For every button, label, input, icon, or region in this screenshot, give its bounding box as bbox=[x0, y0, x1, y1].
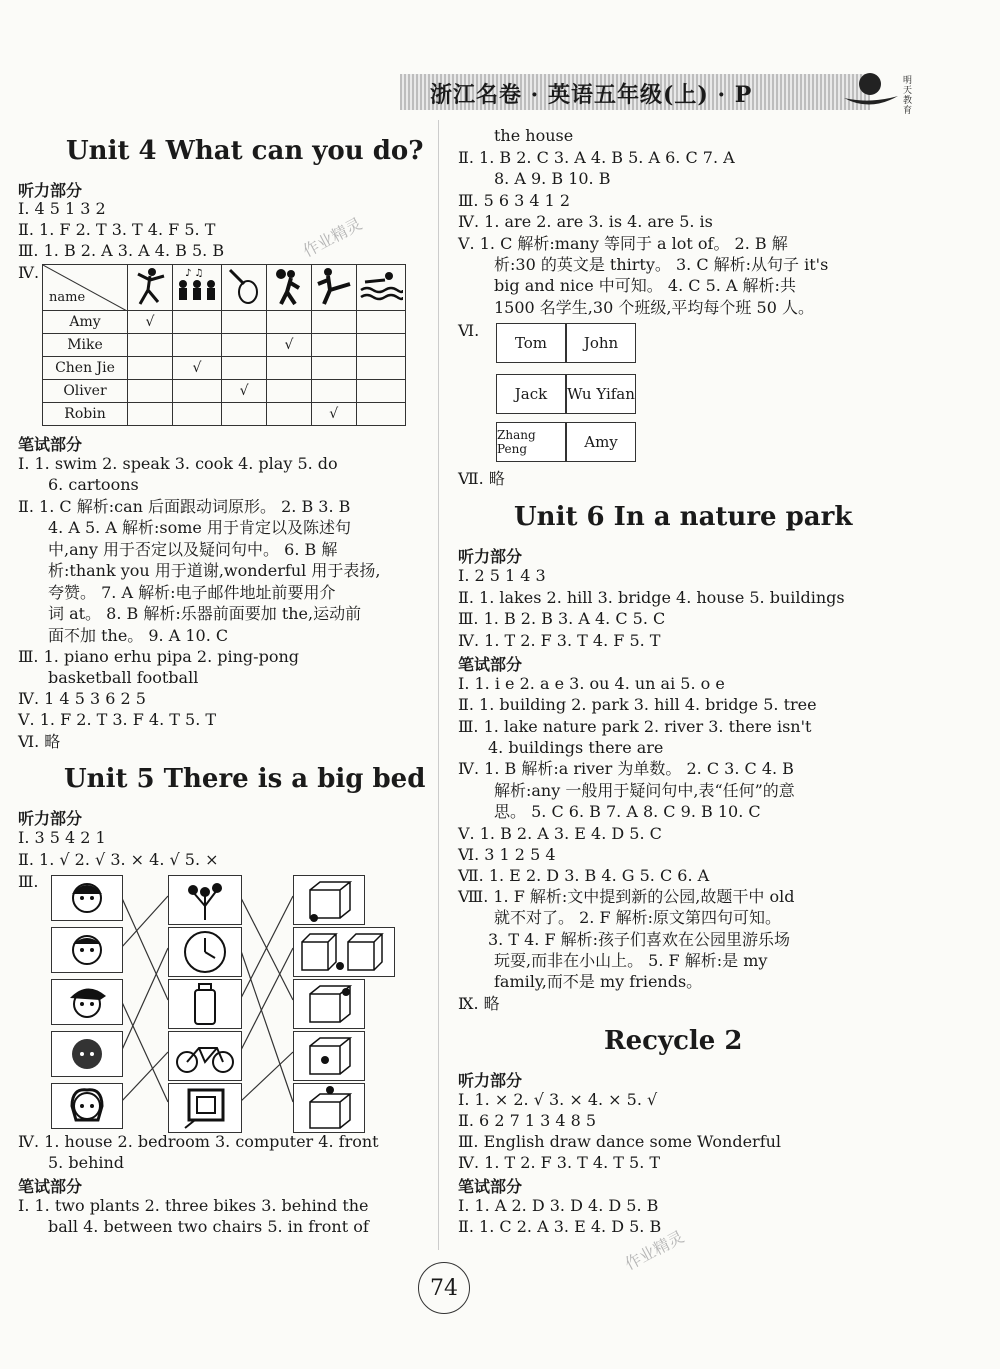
answer-line: 析:30 的英文是 thirty。 3. C 解析:从句子 it's bbox=[494, 255, 829, 274]
unit4-writing-line: 中,any 用于否定以及疑问句中。 6. B 解 bbox=[48, 540, 338, 559]
swimming-icon bbox=[356, 265, 405, 311]
recycle2-listening-label: 听力部分 bbox=[458, 1071, 523, 1090]
answer-line: Ⅱ. 1. B 2. C 3. A 4. B 5. A 6. C 7. A bbox=[458, 148, 735, 167]
table-name-cell: Robin bbox=[43, 403, 128, 426]
page-header bbox=[400, 68, 960, 116]
two-boxes-icon bbox=[293, 927, 395, 977]
table-cell: √ bbox=[222, 380, 267, 403]
watermark: 作业精灵 bbox=[621, 1226, 688, 1274]
table-cell bbox=[128, 357, 173, 380]
answer-line: big and nice 中可知。 4. C 5. A 解析:共 bbox=[494, 276, 796, 295]
singers-icon bbox=[172, 265, 221, 311]
table-row bbox=[43, 334, 406, 357]
table-cell bbox=[266, 357, 311, 380]
table-cell bbox=[311, 380, 356, 403]
name-box: Wu Yifan bbox=[566, 374, 636, 414]
unit6-writing-line: 思。 5. C 6. B 7. A 8. C 9. B 10. C bbox=[494, 802, 761, 821]
kungfu-icon bbox=[311, 265, 356, 311]
table-header-row bbox=[43, 265, 406, 311]
unit4-listening-label: 听力部分 bbox=[18, 181, 83, 200]
unit5-listening-line: Ⅱ. 1. √ 2. √ 3. × 4. √ 5. × bbox=[18, 850, 219, 869]
unit6-writing-line: 玩耍,而非在小山上。 5. F 解析:是 my bbox=[494, 951, 768, 970]
unit6-writing-line: Ⅳ. 1. B 解析:a river 为单数。 2. C 3. C 4. B bbox=[458, 759, 794, 778]
recycle2-writing-label: 笔试部分 bbox=[458, 1177, 523, 1196]
unit4-writing-line: 析:thank you 用于道谢,wonderful 用于表扬, bbox=[48, 561, 381, 580]
table-corner-cell bbox=[43, 265, 128, 311]
table-cell bbox=[266, 311, 311, 334]
unit6-writing-line: Ⅷ. 1. F 解析:文中提到新的公园,故题干中 old bbox=[458, 887, 795, 906]
publisher-logo-icon bbox=[840, 68, 900, 112]
flowers-icon bbox=[168, 875, 242, 925]
table-cell bbox=[172, 311, 221, 334]
page-number: 74 bbox=[418, 1262, 470, 1314]
table-cell bbox=[128, 403, 173, 426]
table-cell bbox=[172, 380, 221, 403]
table-name-cell: Chen Jie bbox=[43, 357, 128, 380]
recycle2-listening-line: Ⅳ. 1. T 2. F 3. T 4. T 5. T bbox=[458, 1153, 661, 1172]
table-cell bbox=[222, 334, 267, 357]
name-box: Zhang Peng bbox=[496, 422, 566, 462]
unit6-writing-line: 3. T 4. F 解析:孩子们喜欢在公园里游乐场 bbox=[488, 930, 791, 949]
table-row bbox=[43, 357, 406, 380]
girl-face-icon bbox=[51, 1083, 123, 1129]
unit6-title: Unit 6 In a nature park bbox=[514, 502, 853, 532]
name-box: Tom bbox=[496, 323, 566, 363]
header-title: 浙江名卷 · 英语五年级(上) · P bbox=[430, 82, 753, 108]
table-cell bbox=[266, 403, 311, 426]
table-cell bbox=[222, 357, 267, 380]
unit6-listening-line: Ⅳ. 1. T 2. F 3. T 4. F 5. T bbox=[458, 631, 661, 650]
unit4-writing-line: 词 at。 8. B 解析:乐器前面要加 the,运动前 bbox=[48, 604, 362, 623]
table-cell bbox=[128, 334, 173, 357]
recycle2-writing-line: Ⅱ. 1. C 2. A 3. E 4. D 5. B bbox=[458, 1217, 662, 1236]
bike-icon bbox=[168, 1031, 242, 1081]
unit4-listening-line: Ⅱ. 1. F 2. T 3. T 4. F 5. T bbox=[18, 220, 216, 239]
table-cell: √ bbox=[266, 334, 311, 357]
unit4-writing-line: 4. A 5. A 解析:some 用于肯定以及陈述句 bbox=[48, 518, 351, 537]
recycle2-listening-line: Ⅲ. English draw dance some Wonderful bbox=[458, 1132, 782, 1151]
table-cell: √ bbox=[311, 403, 356, 426]
table-cell bbox=[356, 403, 405, 426]
answer-line: Ⅶ. 略 bbox=[458, 469, 505, 488]
basketball-player-icon bbox=[266, 265, 311, 311]
unit4-activity-table bbox=[42, 264, 406, 426]
table-name-cell: Mike bbox=[43, 334, 128, 357]
table-cell bbox=[128, 380, 173, 403]
unit4-writing-line: Ⅴ. 1. F 2. T 3. F 4. T 5. T bbox=[18, 710, 217, 729]
unit5-writing-line: Ⅰ. 1. two plants 2. three bikes 3. behind the bbox=[18, 1196, 369, 1215]
answer-line: 8. A 9. B 10. B bbox=[494, 169, 611, 188]
unit4-writing-line: Ⅰ. 1. swim 2. speak 3. cook 4. play 5. do bbox=[18, 454, 338, 473]
answer-line: Ⅵ. bbox=[458, 321, 480, 340]
unit5-title: Unit 5 There is a big bed bbox=[64, 764, 426, 794]
unit5-listening-label: 听力部分 bbox=[18, 809, 83, 828]
table-cell bbox=[311, 334, 356, 357]
unit4-writing-line: Ⅵ. 略 bbox=[18, 732, 61, 751]
recycle2-listening-line: Ⅰ. 1. × 2. √ 3. × 4. × 5. √ bbox=[458, 1090, 658, 1109]
table-name-cell: Amy bbox=[43, 311, 128, 334]
unit4-title: Unit 4 What can you do? bbox=[66, 136, 424, 166]
table-cell bbox=[311, 357, 356, 380]
recycle2-title: Recycle 2 bbox=[604, 1026, 743, 1056]
table-header-name: name bbox=[49, 290, 86, 305]
table-cell bbox=[356, 334, 405, 357]
unit5-line: Ⅳ. 1. house 2. bedroom 3. computer 4. front bbox=[18, 1132, 379, 1151]
table-row bbox=[43, 380, 406, 403]
table-cell bbox=[311, 311, 356, 334]
unit6-writing-line: Ⅵ. 3 1 2 5 4 bbox=[458, 845, 556, 864]
answer-line: the house bbox=[494, 126, 574, 145]
table-name-cell: Oliver bbox=[43, 380, 128, 403]
recycle2-listening-line: Ⅱ. 6 2 7 1 3 4 8 5 bbox=[458, 1111, 597, 1130]
unit4-writing-line: 6. cartoons bbox=[48, 475, 139, 494]
table-cell bbox=[356, 357, 405, 380]
table-cell bbox=[266, 380, 311, 403]
unit4-listening-line: Ⅰ. 4 5 1 3 2 bbox=[18, 199, 106, 218]
unit4-writing-label: 笔试部分 bbox=[18, 435, 83, 454]
unit6-writing-line: 4. buildings there are bbox=[488, 738, 664, 757]
boy-face-icon bbox=[51, 927, 123, 973]
unit6-listening-line: Ⅰ. 2 5 1 4 3 bbox=[458, 566, 546, 585]
unit5-listening-line: Ⅰ. 3 5 4 2 1 bbox=[18, 828, 106, 847]
name-box: Jack bbox=[496, 374, 566, 414]
unit4-writing-line: Ⅲ. 1. piano erhu pipa 2. ping-pong bbox=[18, 647, 299, 666]
box-ball-in-icon bbox=[293, 1031, 365, 1081]
unit4-listening-line: Ⅲ. 1. B 2. A 3. A 4. B 5. B bbox=[18, 241, 225, 260]
unit6-writing-line: Ⅶ. 1. E 2. D 3. B 4. G 5. C 6. A bbox=[458, 866, 710, 885]
table-cell: √ bbox=[128, 311, 173, 334]
publisher-logo-text: 明天教育 bbox=[903, 76, 913, 116]
bottle-icon bbox=[168, 979, 242, 1029]
name-box: Amy bbox=[566, 422, 636, 462]
table-cell bbox=[356, 380, 405, 403]
unit6-writing-line: 解析:any 一般用于疑问句中,表“任何”的意 bbox=[494, 781, 795, 800]
unit5-line: 5. behind bbox=[48, 1153, 125, 1172]
column-divider bbox=[438, 120, 439, 1250]
unit6-listening-line: Ⅲ. 1. B 2. B 3. A 4. C 5. C bbox=[458, 609, 666, 628]
table-cell bbox=[222, 311, 267, 334]
table-cell bbox=[356, 311, 405, 334]
table-row bbox=[43, 403, 406, 426]
unit6-listening-label: 听力部分 bbox=[458, 547, 523, 566]
unit6-listening-line: Ⅱ. 1. lakes 2. hill 3. bridge 4. house 5. buildings bbox=[458, 588, 845, 607]
girl-face-icon bbox=[51, 875, 123, 921]
pipa-icon bbox=[222, 265, 267, 311]
unit6-writing-line: family,而不是 my friends。 bbox=[494, 972, 703, 991]
unit6-writing-line: Ⅱ. 1. building 2. park 3. hill 4. bridge 5. tree bbox=[458, 695, 817, 714]
recycle2-writing-line: Ⅰ. 1. A 2. D 3. D 4. D 5. B bbox=[458, 1196, 659, 1215]
table-cell: √ bbox=[172, 357, 221, 380]
box-ball-front-icon bbox=[293, 875, 365, 925]
unit6-writing-line: Ⅰ. 1. i e 2. a e 3. ou 4. un ai 5. o e bbox=[458, 674, 725, 693]
unit4-table-roman: Ⅳ. bbox=[18, 263, 40, 282]
answer-line: Ⅴ. 1. C 解析:many 等同于 a lot of。 2. B 解 bbox=[458, 234, 788, 253]
unit6-writing-line: Ⅸ. 略 bbox=[458, 994, 500, 1013]
unit5-listening-line: Ⅲ. bbox=[18, 872, 39, 891]
photo-frame-icon bbox=[168, 1083, 242, 1133]
unit4-writing-line: basketball football bbox=[48, 668, 199, 687]
ballet-dancer-icon bbox=[128, 265, 173, 311]
unit4-writing-line: Ⅳ. 1 4 5 3 6 2 5 bbox=[18, 689, 146, 708]
unit6-writing-line: 就不对了。 2. F 解析:原文第四句可知。 bbox=[494, 908, 782, 927]
svg-text:♪ ♫: ♪ ♫ bbox=[184, 267, 204, 279]
unit6-writing-label: 笔试部分 bbox=[458, 655, 523, 674]
watermark: 作业精灵 bbox=[299, 213, 366, 261]
box-ball-behind-icon bbox=[293, 979, 365, 1029]
unit4-writing-line: 夸赞。 7. A 解析:电子邮件地址前要用介 bbox=[48, 583, 336, 602]
unit5-writing-label: 笔试部分 bbox=[18, 1177, 83, 1196]
table-row bbox=[43, 311, 406, 334]
unit6-writing-line: Ⅲ. 1. lake nature park 2. river 3. there isn't bbox=[458, 717, 812, 736]
unit4-writing-line: 面不加 the。 9. A 10. C bbox=[48, 626, 229, 645]
unit5-writing-line: ball 4. between two chairs 5. in front of bbox=[48, 1217, 369, 1236]
answer-line: 1500 名学生,30 个班级,平均每个班 50 人。 bbox=[494, 298, 814, 317]
boy-face-icon bbox=[51, 979, 123, 1025]
answer-line: Ⅳ. 1. are 2. are 3. is 4. are 5. is bbox=[458, 212, 713, 231]
answer-line: Ⅲ. 5 6 3 4 1 2 bbox=[458, 191, 571, 210]
box-ball-on-icon bbox=[293, 1083, 365, 1133]
boy-face-icon bbox=[51, 1031, 123, 1077]
name-box: John bbox=[566, 323, 636, 363]
table-cell bbox=[222, 403, 267, 426]
unit4-writing-line: Ⅱ. 1. C 解析:can 后面跟动词原形。 2. B 3. B bbox=[18, 497, 351, 516]
clock-icon bbox=[168, 927, 242, 977]
unit6-writing-line: Ⅴ. 1. B 2. A 3. E 4. D 5. C bbox=[458, 824, 662, 843]
table-cell bbox=[172, 403, 221, 426]
table-cell bbox=[172, 334, 221, 357]
